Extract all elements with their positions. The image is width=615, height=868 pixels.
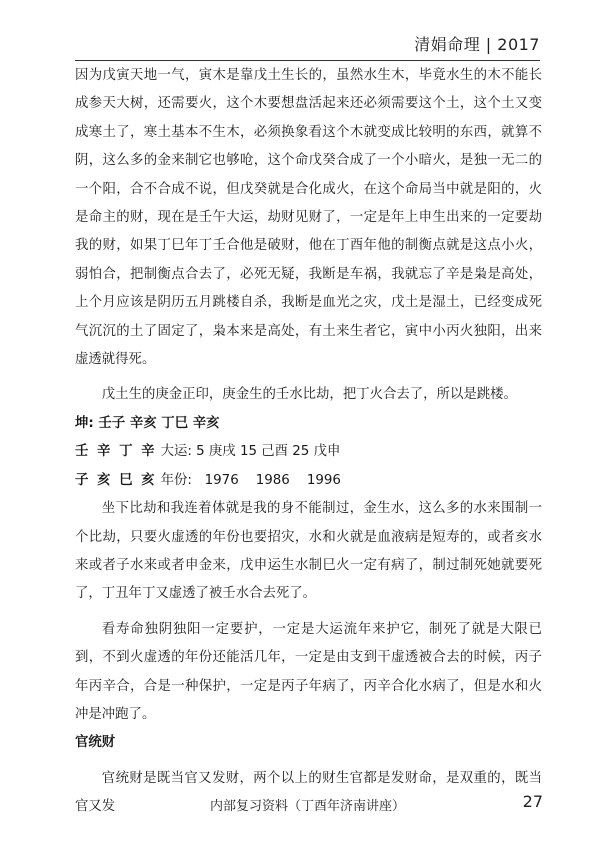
heavenly-stems: 壬 辛 丁 辛 — [75, 444, 157, 460]
luck-label: 大运: — [160, 444, 192, 460]
bazi-stems-row — [75, 438, 542, 466]
page-number: 27 — [522, 792, 543, 811]
year-values: 1976 1986 1996 — [204, 472, 341, 488]
paragraph-1: 因为戊寅天地一气，寅木是靠戊土生长的，虽然水生木，毕竟水生的木不能长成参天大树，还需要火，这个木要想盘活起来还必须需要这个土，这个土又变成寒土了，寒土基本不生木，必须换象看这个木就变成比较明的东西，就算不阴，这么多的金来制它也够呛，这个命戊癸合成了一个小暗火，是独一无二的一个阳，合不合成不说，但戊癸就是合化成火，在这个命局当中就是阳的，火是命主的财，现在是壬午大运，劫财见财了，一定是年上申生出来的一定要劫我的财，如果丁巳年丁壬合他是破财，他在丁酉年他的制衡点就是这点小火，弱怕合，把制衡点合去了，必死无疑，我断是车祸，我就忘了辛是枭是高处，上个月应该是阴历五月跳楼自杀，我断是血光之灾，戊土是湿土，已经变成死气沉沉的土了固定了，枭本来是高处，有土来生者它，寅中小丙火独阳，出来虚透就得死。 — [75, 68, 542, 368]
page-content — [75, 62, 542, 822]
bazi-chart-title: 坤: 壬子 辛亥 丁巳 辛亥 — [75, 415, 220, 431]
luck-values: 5 庚戌 15 己酉 25 戊申 — [196, 444, 341, 460]
footer-text: 内部复习资料（丁酉年济南讲座） — [209, 799, 405, 814]
earthly-branches: 子 亥 巳 亥 — [75, 472, 157, 488]
year-label: 年份: — [160, 472, 192, 488]
paragraph-2: 戊土生的庚金正印，庚金生的壬水比劫，把丁火合去了，所以是跳楼。 — [101, 387, 517, 403]
header-title: 清娟命理 | 2017 — [414, 35, 540, 54]
paragraph-3: 坐下比劫和我连着体就是我的身不能制过，金生水，这么多的水来围制一个比劫，只要火虚透的年份也要招灾，水和火就是血液病是短寿的，或者亥水来或者子水来或者申金来，戊申运生水制巳火一定有病了，制过制死她就要死了，丁丑年丁又虚透了被壬水合去死了。 — [75, 501, 542, 602]
page-header — [75, 24, 540, 61]
section-title: 官统财 — [75, 735, 116, 751]
paragraph-4: 看寿命独阴独阳一定要护，一定是大运流年来护它，制死了就是大限已到，不到火虚透的年份还能活几年，一定是由支到干虚透被合去的时候，丙子年丙辛合，合是一种保护，一定是丙子年病了，丙辛合化水病了，但是水和火冲是冲跑了。 — [75, 621, 542, 722]
bazi-branches-row — [75, 467, 542, 495]
paragraph-5: 官统财是既当官又发财，两个以上的财生官都是发财命，是双重的，既当官又发 — [75, 770, 542, 815]
